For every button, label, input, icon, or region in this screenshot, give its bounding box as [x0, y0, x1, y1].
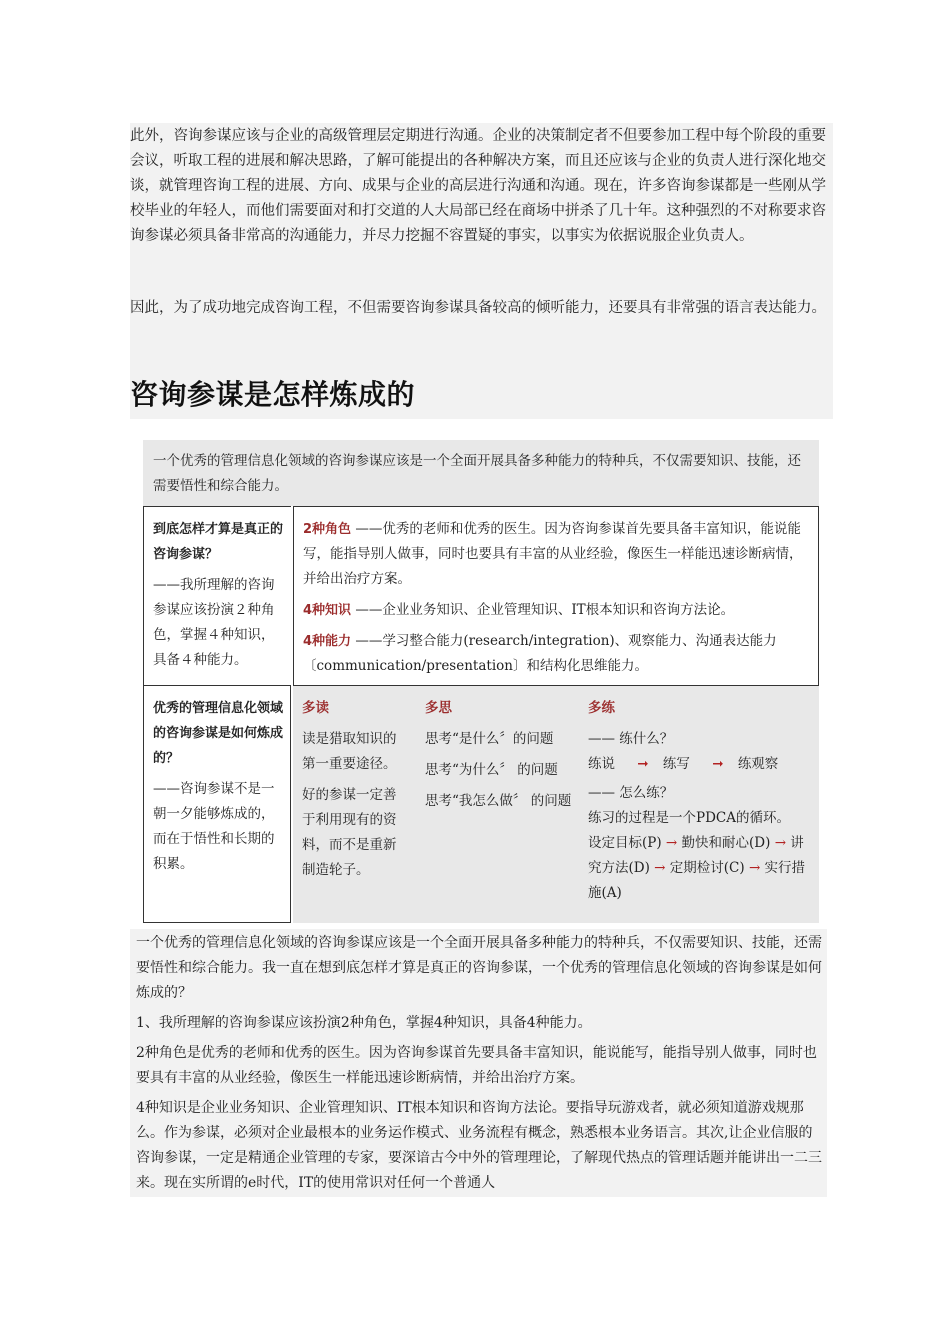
read-column: [302, 696, 407, 883]
roles-item: [303, 517, 813, 592]
read-heading: 多读: [302, 700, 329, 716]
practice-column: [588, 696, 813, 906]
pdca-step: 讲究方法(D): [588, 835, 804, 876]
question-cell: [143, 686, 291, 923]
practice-heading: 多练: [588, 700, 615, 716]
practice-text: 练习的过程是一个PDCA的循环。: [588, 810, 790, 826]
arrow-right-icon: ➞: [637, 756, 649, 772]
question-answer: ——我所理解的咨询参谋应该扮演２种角色，掌握４种知识，具备４种能力。: [153, 577, 275, 668]
read-text-2: 好的参谋一定善于利用现有的资料，而不是重新制造轮子。: [302, 787, 397, 878]
pdca-step: 设定目标(P): [588, 835, 662, 851]
abilities-text: ——学习整合能力(research/integration)、观察能力、沟通表达能力〔communication/presentation〕和结构化思维能力。: [303, 633, 777, 674]
knowledge-label: 4种知识: [303, 603, 352, 618]
body-paragraph-1: 一个优秀的管理信息化领域的咨询参谋应该是一个全面开展具备多种能力的特种兵，不仅需要知识、技能，还需要悟性和综合能力。我一直在想到底怎样才算是真正的咨询参谋，一个优秀的管理信息化领域的咨询参谋是如何炼成的？: [136, 935, 822, 1001]
intro-paragraph-1: 此外，咨询参谋应该与企业的高级管理层定期进行沟通。企业的决策制定者不但要参加工程中每个阶段的重要会议，听取工程的进展和解决思路，了解可能提出的各种解决方案，而且还应该与企业的负责人进行深化地交谈，就管理咨询工程的进展、方向、成果与企业的高层进行沟通和沟通。现在，许多咨询参谋都是一些刚从学校毕业的年轻人，而他们需要面对和打交道的人大局部已经在商场中拼杀了几十年。这种强烈的不对称要求咨询参谋必须具备非常高的沟通能力，并尽力挖掘不容置疑的事实，以事实为依据说服企业负责人。: [130, 128, 826, 244]
pdca-sequence: [588, 831, 813, 906]
arrow-right-icon: →: [748, 860, 765, 876]
question-cell: [143, 506, 291, 686]
intro-paragraph-2: 因此，为了成功地完成咨询工程，不但需要咨询参谋具备较高的倾听能力，还要具有非常强的语言表达能力。: [130, 300, 826, 316]
think-text-2: 思考“为什么〞 的问题: [425, 762, 558, 778]
table-row: [143, 686, 819, 923]
sequence-item: 练写: [662, 756, 690, 772]
think-heading: 多思: [425, 700, 452, 716]
summary-text: 一个优秀的管理信息化领域的咨询参谋应该是一个全面开展具备多种能力的特种兵，不仅需要知识、技能，还需要悟性和综合能力。: [153, 453, 801, 494]
pdca-step: 勤快和耐心(D): [681, 835, 771, 851]
pdca-step: 定期检讨(C): [669, 860, 745, 876]
roles-text: ——优秀的老师和优秀的医生。因为咨询参谋首先要具备丰富知识，能说能写，能指导别人做事，同时也要具有丰富的从业经验，像医生一样能迅速诊断病情，并给出治疗方案。: [303, 521, 803, 587]
body-paragraph-2: 1、我所理解的咨询参谋应该扮演2种角色，掌握4种知识，具备4种能力。: [136, 1015, 592, 1031]
knowledge-text: ——企业业务知识、企业管理知识、IT根本知识和咨询方法论。: [355, 602, 735, 618]
question-title: 到底怎样才算是真正的咨询参谋？: [153, 522, 284, 562]
practice-question-1: —— 练什么？: [588, 731, 674, 747]
arrow-right-icon: ➞: [712, 756, 724, 772]
intro-section: [130, 123, 833, 419]
section-heading: 咨询参谋是怎样炼成的: [130, 378, 416, 411]
think-text-3: 思考“我怎么做〞 的问题: [425, 793, 572, 809]
think-column: [425, 696, 573, 814]
roles-label: 2种角色: [303, 522, 352, 537]
practice-question-2: —— 怎么练？: [588, 785, 674, 801]
methods-cell: [293, 686, 819, 923]
sequence-item: 练观察: [737, 756, 779, 772]
read-text-1: 读是猎取知识的第一重要途径。: [302, 731, 397, 772]
summary-box: [143, 440, 819, 506]
knowledge-item: [303, 598, 813, 623]
body-paragraph-3: 2种角色是优秀的老师和优秀的医生。因为咨询参谋首先要具备丰富知识，能说能写，能指导别人做事，同时也要具有丰富的从业经验，像医生一样能迅速诊断病情，并给出治疗方案。: [136, 1045, 817, 1086]
question-title: 优秀的管理信息化领域的咨询参谋是如何炼成的？: [153, 701, 284, 766]
detail-cell: [293, 506, 819, 686]
abilities-item: [303, 629, 813, 679]
abilities-label: 4种能力: [303, 634, 352, 649]
body-section: [130, 929, 827, 1197]
table-row: [143, 506, 819, 686]
arrow-right-icon: →: [654, 860, 670, 876]
body-paragraph-4: 4种知识是企业业务知识、企业管理知识、IT根本知识和咨询方法论。要指导玩游戏者，就必须知道游戏规那么。作为参谋，必须对企业最根本的业务运作模式、业务流程有概念，熟悉根本业务语言。其次,让企业信服的咨询参谋，一定是精通企业管理的专家，要深谙古今中外的管理理论，了解现代热点的管理话题并能讲出一二三来。现在实所谓的e时代，IT的使用常识对任何一个普通人: [136, 1100, 822, 1191]
sequence-item: 练说: [588, 756, 615, 772]
question-answer: ——咨询参谋不是一朝一夕能够炼成的，而在于悟性和长期的积累。: [153, 781, 275, 872]
arrow-right-icon: →: [774, 835, 791, 851]
think-text-1: 思考“是什么〞的问题: [425, 731, 554, 747]
arrow-right-icon: →: [665, 835, 682, 851]
pdca-step: 实行措施(A): [588, 860, 806, 901]
practice-sequence: [588, 752, 813, 777]
